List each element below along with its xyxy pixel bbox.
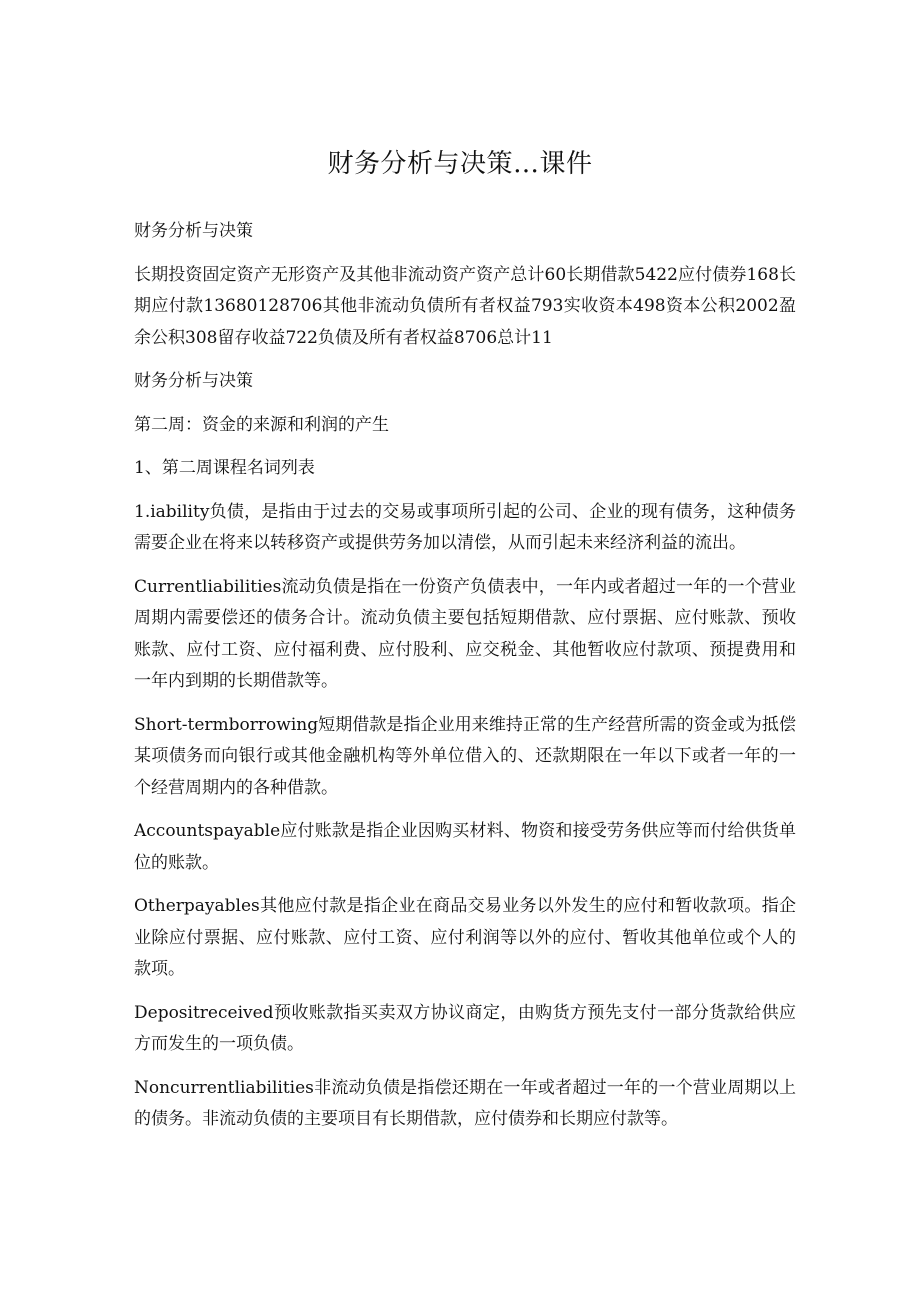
term-other-payables: Otherpayables其他应付款是指企业在商品交易业务以外发生的应付和暂收款项。指企业除应付票据、应付账款、应付工资、应付利润等以外的应付、暂收其他单位或个人的款项。 — [134, 896, 796, 979]
terms-list-heading: 1、第二周课程名词列表 — [134, 458, 315, 478]
term-current-liabilities: Currentliabilities流动负债是指在一份资产负债表中，一年内或者超过一年的一个营业周期内需要偿还的债务合计。流动负债主要包括短期借款、应付票据、应付账款、预收账款、应付工资、应付福利费、应付股利、应交税金、其他暂收应付款项、预提费用和一年内到期的长期借款等。 — [134, 576, 796, 691]
term-accounts-payable: Accountspayable应付账款是指企业因购买材料、物资和接受劳务供应等而付给供货单位的账款。 — [134, 821, 796, 873]
term-liability: 1.iability负债，是指由于过去的交易或事项所引起的公司、企业的现有债务，这种债务需要企业在将来以转移资产或提供劳务加以清偿，从而引起未来经济利益的流出。 — [134, 501, 796, 553]
term-deposit-received: Depositreceived预收账款指买卖双方协议商定，由购货方预先支付一部分货款给供应方而发生的一项负债。 — [134, 1002, 796, 1054]
term-noncurrent-liabilities: Noncurrentliabilities非流动负债是指偿还期在一年或者超过一年的一个营业周期以上的债务。非流动负债的主要项目有长期借款，应付债券和长期应付款等。 — [134, 1077, 796, 1129]
balance-sheet-summary: 长期投资固定资产无形资产及其他非流动资产资产总计60长期借款5422应付债券168长期应付款13680128706其他非流动负债所有者权益793实收资本498资本公积2002盈余公积308留存收益722负债及所有者权益8706总计11 — [134, 264, 796, 348]
document-body — [134, 216, 796, 1148]
term-short-term-borrowing: Short-termborrowing短期借款是指企业用来维持正常的生产经营所需的资金或为抵偿某项债务而向银行或其他金融机构等外单位借入的、还款期限在一年以下或者一年的一个经营周期内的各种借款。 — [134, 714, 796, 798]
week-heading: 第二周：资金的来源和利润的产生 — [134, 414, 389, 435]
section-heading: 财务分析与决策 — [134, 371, 253, 391]
document-title: 财务分析与决策…课件 — [327, 149, 593, 179]
section-heading: 财务分析与决策 — [134, 221, 253, 241]
